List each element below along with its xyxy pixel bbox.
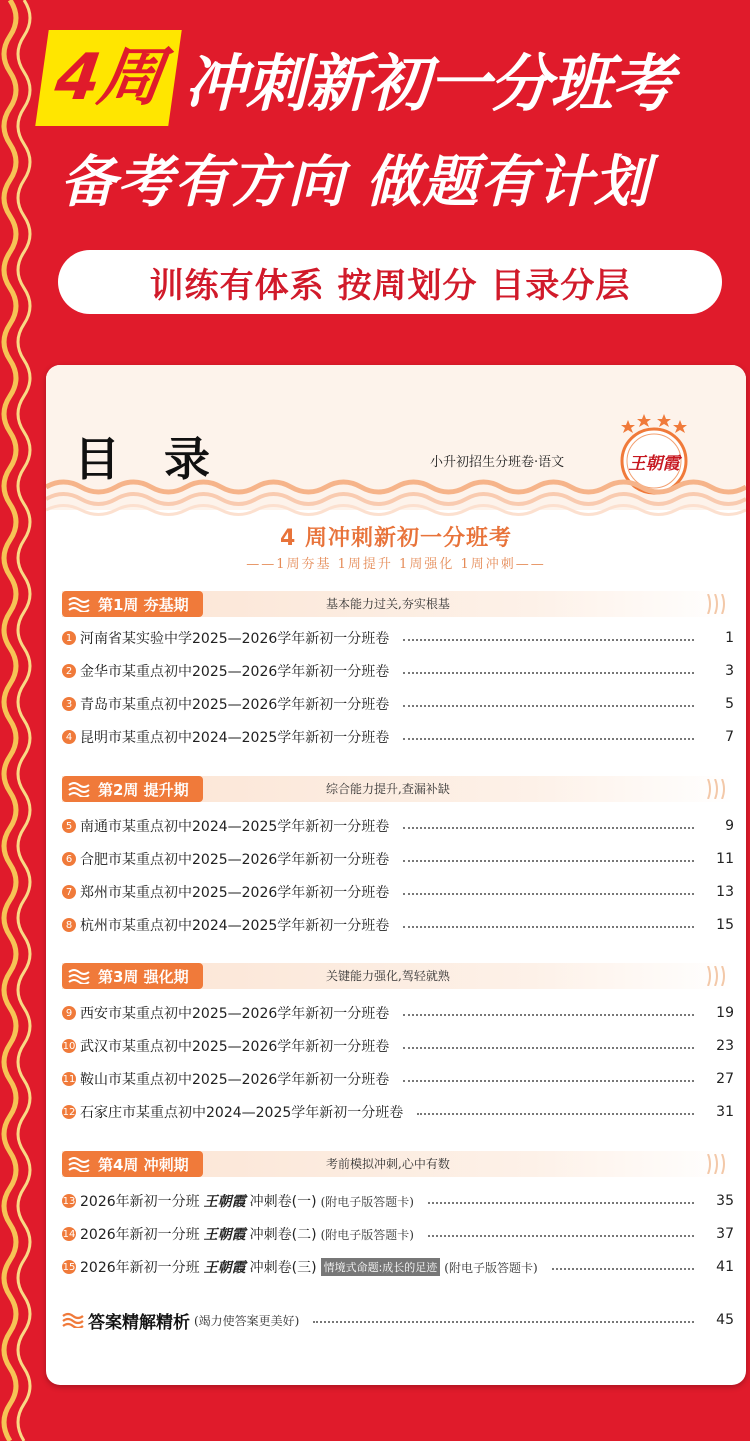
toc-item[interactable]: 1 河南省 某实验中学2025—2026学年新初一分班卷 1 <box>62 627 734 649</box>
item-number: 11 <box>62 1073 76 1085</box>
page-number: 1 <box>725 630 734 646</box>
series-label: 小升初招生分班卷·语文 <box>430 455 565 470</box>
page-number: 7 <box>725 729 734 745</box>
week-4-desc: 考前模拟冲刺,心中有数 <box>326 1157 450 1171</box>
week-4-header <box>62 1151 734 1177</box>
toc-item[interactable]: 10 武汉市 某重点初中2025—2026学年新初一分班卷 23 <box>62 1038 734 1055</box>
page-number: 27 <box>716 1071 734 1087</box>
answer-note: (竭力使答案更美好) <box>194 1313 300 1328</box>
feature-pill: 训练有体系 按周划分 目录分层 <box>58 250 722 314</box>
leader-dots <box>428 1202 694 1204</box>
toc-item[interactable]: 6 合肥市 某重点初中2025—2026学年新初一分班卷 11 <box>62 848 734 870</box>
item-number: 7 <box>62 885 76 899</box>
toc-item[interactable]: 12 石家庄市 某重点初中2024—2025学年新初一分班卷 31 <box>62 1104 734 1121</box>
toc-item[interactable]: 13 2026年新初一分班 王朝霞 冲刺卷(一) (附电子版答题卡) 35 <box>62 1193 734 1210</box>
item-number: 6 <box>62 852 76 866</box>
toc-subtitle: 4 周冲刺新初一分班考 <box>280 526 512 551</box>
week-1-desc: 基本能力过关,夯实根基 <box>326 597 450 611</box>
week-3-label: 第3周 强化期 <box>62 963 203 989</box>
item-number: 15 <box>62 1261 76 1273</box>
leader-dots <box>313 1321 694 1323</box>
page-number: 3 <box>725 663 734 679</box>
week-2-desc: 综合能力提升,查漏补缺 <box>326 782 450 796</box>
context-tag: 情境式命题:成长的足迹 <box>321 1258 441 1276</box>
leader-dots <box>403 705 694 707</box>
page-number: 15 <box>716 917 734 933</box>
item-number: 4 <box>62 730 76 744</box>
week-3-header <box>62 963 734 989</box>
toc-card <box>46 365 746 1385</box>
toc-item[interactable]: 3 青岛市 某重点初中2025—2026学年新初一分班卷 5 <box>62 693 734 715</box>
hero-subtitle: 备考有方向 做题有计划 <box>60 150 651 215</box>
toc-item[interactable]: 9 西安市 某重点初中2025—2026学年新初一分班卷 19 <box>62 1002 734 1024</box>
week-1-header <box>62 591 734 617</box>
leader-dots <box>428 1235 694 1237</box>
item-number: 3 <box>62 697 76 711</box>
hero-badge: 4周 <box>35 30 181 126</box>
hero-title-text: 冲刺新初一分班考 <box>184 46 673 120</box>
page-number: 19 <box>716 1005 734 1021</box>
stripes-icon <box>704 779 730 799</box>
toc-subline: ——1周夯基 1周提升 1周强化 1周冲刺—— <box>246 557 546 572</box>
leader-dots <box>403 672 694 674</box>
page-number: 13 <box>716 884 734 900</box>
toc-item[interactable]: 2 金华市 某重点初中2025—2026学年新初一分班卷 3 <box>62 660 734 682</box>
leader-dots <box>403 1080 694 1082</box>
page-number: 37 <box>716 1226 734 1242</box>
brand-name: 王朝霞 <box>203 1260 246 1276</box>
leader-dots <box>403 1047 694 1049</box>
leader-dots <box>403 639 694 641</box>
brand-name: 王朝霞 <box>203 1227 246 1243</box>
item-number: 12 <box>62 1106 76 1118</box>
toc-item[interactable]: 8 杭州市 某重点初中2024—2025学年新初一分班卷 15 <box>62 914 734 936</box>
wave-icon <box>68 781 90 797</box>
hero-title <box>42 22 750 134</box>
page-number: 31 <box>716 1104 734 1120</box>
item-number: 14 <box>62 1228 76 1240</box>
toc-item[interactable]: 7 郑州市 某重点初中2025—2026学年新初一分班卷 13 <box>62 881 734 903</box>
stripes-icon <box>704 966 730 986</box>
item-number: 2 <box>62 664 76 678</box>
leader-dots <box>403 860 694 862</box>
item-number: 1 <box>62 631 76 645</box>
week-2-label: 第2周 提升期 <box>62 776 203 802</box>
week-3-desc: 关键能力强化,驾轻就熟 <box>326 969 450 983</box>
page-number: 45 <box>716 1312 734 1328</box>
item-number: 8 <box>62 918 76 932</box>
toc-item[interactable]: 4 昆明市 某重点初中2024—2025学年新初一分班卷 7 <box>62 726 734 748</box>
stripes-icon <box>704 594 730 614</box>
page-number: 11 <box>716 851 734 867</box>
page-number: 35 <box>716 1193 734 1209</box>
leader-dots <box>403 893 694 895</box>
toc-heading: 目 录 <box>74 432 225 486</box>
toc-item[interactable]: 5 南通市 某重点初中2024—2025学年新初一分班卷 9 <box>62 815 734 837</box>
answer-item[interactable] <box>62 1308 734 1332</box>
leader-dots <box>403 926 694 928</box>
leader-dots <box>403 827 694 829</box>
wave-icon <box>68 596 90 612</box>
leader-dots <box>403 738 694 740</box>
week-2-header <box>62 776 734 802</box>
item-number: 10 <box>62 1040 76 1052</box>
answer-label: 答案精解精析 <box>88 1312 190 1333</box>
brand-name: 王朝霞 <box>203 1194 246 1210</box>
decorative-waves <box>46 477 746 517</box>
item-number: 9 <box>62 1006 76 1020</box>
item-number: 5 <box>62 819 76 833</box>
wave-icon <box>62 1312 84 1328</box>
decorative-gold-wave <box>0 0 44 1441</box>
toc-item[interactable]: 14 2026年新初一分班 王朝霞 冲刺卷(二) (附电子版答题卡) 37 <box>62 1226 734 1243</box>
leader-dots <box>403 1014 694 1016</box>
toc-item[interactable]: 11 鞍山市 某重点初中2025—2026学年新初一分班卷 27 <box>62 1071 734 1088</box>
week-1-label: 第1周 夯基期 <box>62 591 203 617</box>
leader-dots <box>417 1113 694 1115</box>
stripes-icon <box>704 1154 730 1174</box>
page-number: 41 <box>716 1259 734 1275</box>
leader-dots <box>552 1268 694 1270</box>
toc-item[interactable]: 15 2026年新初一分班 王朝霞 冲刺卷(三) 情境式命题:成长的足迹 (附电子版答题卡) 41 <box>62 1259 734 1276</box>
wave-icon <box>68 968 90 984</box>
wave-icon <box>68 1156 90 1172</box>
page-number: 23 <box>716 1038 734 1054</box>
page-number: 9 <box>725 818 734 834</box>
week-4-label: 第4周 冲刺期 <box>62 1151 203 1177</box>
page-number: 5 <box>725 696 734 712</box>
svg-text:王朝霞: 王朝霞 <box>628 454 680 474</box>
item-number: 13 <box>62 1195 76 1207</box>
